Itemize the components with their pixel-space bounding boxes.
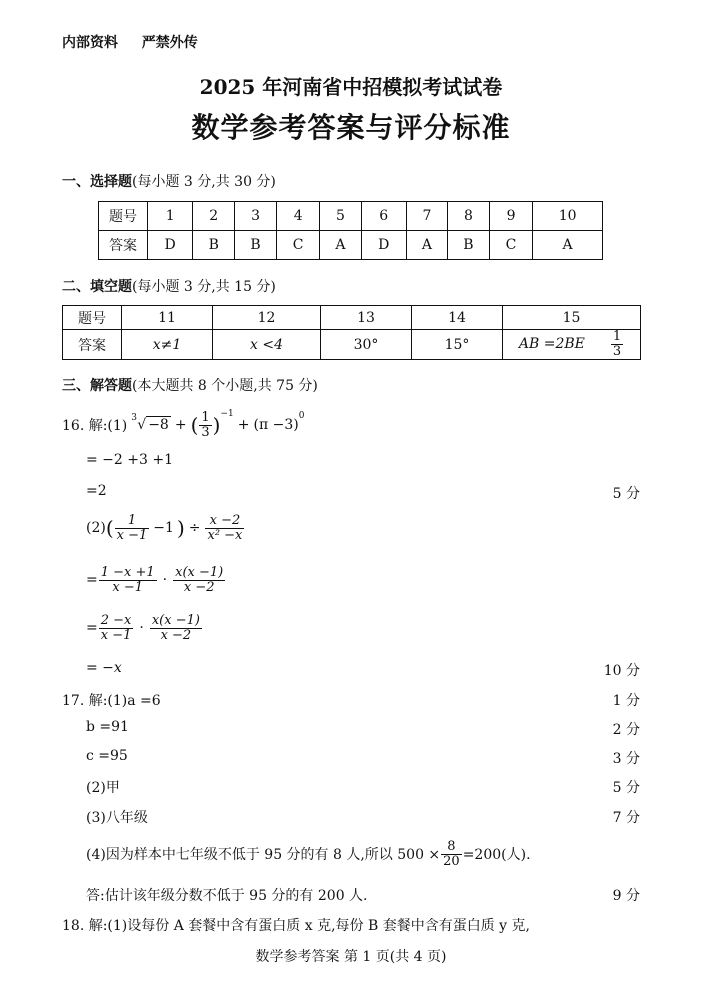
plus-sign: + (237, 417, 250, 433)
score-label: 5 分 (612, 486, 640, 502)
score-label: 10 分 (603, 663, 640, 679)
fraction-denominator: x −1 (116, 527, 148, 543)
choice-answer-table (98, 201, 603, 260)
fraction-denominator: x −1 (100, 627, 132, 643)
fraction-denominator: 3 (201, 424, 210, 440)
fraction-numerator: 8 (441, 840, 462, 855)
section1-title: 一、选择题 (62, 174, 132, 190)
section2-note: (每小题 3 分,共 15 分) (132, 279, 276, 295)
section2-heading (62, 276, 276, 296)
choice-num: 4 (276, 202, 319, 231)
fraction-denominator: x −2 (183, 579, 215, 595)
q16-result: = −x (86, 660, 122, 676)
fraction (150, 614, 202, 642)
choice-row-label-ans: 答案 (99, 231, 148, 260)
page-title: 数学参考答案与评分标准 (191, 111, 511, 144)
choice-answer: B (448, 231, 490, 260)
fraction-numerator: 1 (115, 514, 150, 529)
fraction (99, 566, 157, 594)
equals-sign: = (86, 572, 98, 588)
fraction-numerator: x(x −1) (151, 612, 200, 628)
fill-row-label-num: 题号 (63, 306, 122, 330)
fraction-numerator: x −2 (205, 514, 244, 529)
fill-answer: 30° (321, 330, 412, 360)
choice-answer-row (99, 231, 603, 260)
page-footer: 数学参考答案 第 1 页(共 4 页) (255, 949, 447, 965)
q17-part1: 17. 解:(1)a =6 (62, 693, 161, 709)
radical-sign-icon: √ (137, 417, 147, 433)
radicand: −8 (148, 417, 169, 433)
section1-note: (每小题 3 分,共 30 分) (132, 174, 276, 190)
right-paren: ) (212, 413, 221, 437)
choice-answer: A (533, 231, 603, 260)
score-label: 1 分 (612, 693, 640, 709)
part-label: (2) (86, 520, 106, 536)
q16-step: =2 (86, 483, 107, 499)
choice-answer: B (235, 231, 277, 260)
internal-label: 内部资料 (62, 35, 118, 51)
q17-part2: (2)甲 (86, 780, 120, 796)
exponent-neg1: −1 (220, 409, 234, 419)
fraction-numerator: 2 −x (100, 612, 132, 628)
fill-answer-15-fraction (611, 330, 623, 358)
choice-answer: C (276, 231, 319, 260)
equals-sign: = (86, 620, 98, 636)
fill-num-row (63, 306, 641, 330)
q17-part3: (3)八年级 (86, 810, 148, 826)
choice-num: 5 (320, 202, 361, 231)
fill-num: 15 (503, 306, 641, 330)
left-paren: ( (105, 516, 114, 540)
section3-note: (本大题共 8 个小题,共 75 分) (132, 378, 318, 394)
q17-b: b =91 (86, 719, 129, 735)
choice-answer: D (361, 231, 406, 260)
q17-part4-tail: =200(人). (462, 847, 531, 863)
fraction-denominator: 20 (443, 853, 460, 869)
fill-answer-table (62, 305, 641, 360)
fraction-numerator: 1 (201, 409, 210, 425)
fill-answer-row (63, 330, 641, 360)
left-paren: ( (190, 413, 199, 437)
exam-title: 2025 年河南省中招模拟考试试卷 (199, 75, 503, 99)
right-paren: ) (176, 516, 185, 540)
score-label: 9 分 (612, 888, 640, 904)
fraction-denominator: 3 (612, 344, 622, 359)
choice-answer: A (406, 231, 447, 260)
choice-answer: C (489, 231, 532, 260)
score-label: 7 分 (612, 810, 640, 826)
score-label: 5 分 (612, 780, 640, 796)
q17-answer: 答:估计该年级分数不低于 95 分的有 200 人. (86, 888, 368, 904)
choice-row-label-num: 题号 (99, 202, 148, 231)
q17-part4 (86, 834, 531, 874)
exponent-zero: 0 (298, 411, 305, 421)
pi-term: (π −3) (253, 417, 299, 433)
fraction (441, 840, 462, 868)
fill-num: 12 (213, 306, 321, 330)
header-label (62, 32, 198, 52)
q16-step-fraction (86, 560, 226, 600)
fraction (205, 514, 244, 542)
section1-heading (62, 171, 276, 191)
dot-operator: · (139, 620, 144, 636)
fill-answer: x≠1 (122, 330, 213, 360)
choice-num: 9 (489, 202, 532, 231)
choice-num: 6 (361, 202, 406, 231)
choice-num: 8 (448, 202, 490, 231)
root-index: 3 (131, 413, 137, 423)
fill-answer-15 (503, 330, 641, 360)
fill-answer: 15° (412, 330, 503, 360)
fill-num: 13 (321, 306, 412, 330)
q17-part4-text: (4)因为样本中七年级不低于 95 分的有 8 人,所以 500 × (86, 847, 441, 863)
section3-heading (62, 375, 318, 395)
fill-answer: x <4 (213, 330, 321, 360)
dot-operator: · (162, 572, 168, 588)
q18-part1: 18. 解:(1)设每份 A 套餐中含有蛋白质 x 克,每份 B 套餐中含有蛋白质 y 克, (62, 918, 530, 934)
plus-sign: + (174, 417, 187, 433)
fraction (99, 614, 134, 642)
fraction-one-third (199, 411, 211, 439)
fill-num: 11 (122, 306, 213, 330)
fraction-denominator: x² −x (207, 527, 243, 543)
choice-answer: A (320, 231, 361, 260)
fill-row-label-ans: 答案 (63, 330, 122, 360)
choice-num: 10 (533, 202, 603, 231)
choice-answer: D (148, 231, 193, 260)
q16-label: 16. 解:(1) (62, 418, 128, 434)
cube-root (131, 413, 171, 433)
score-label: 3 分 (612, 751, 640, 767)
choice-num: 2 (193, 202, 235, 231)
choice-num: 3 (235, 202, 277, 231)
divide-sign: ÷ (188, 520, 201, 536)
q16-step: = −2 +3 +1 (86, 452, 173, 468)
score-label: 2 分 (612, 722, 640, 738)
choice-num-row (99, 202, 603, 231)
choice-num: 1 (148, 202, 193, 231)
fraction (173, 566, 225, 594)
fraction (115, 514, 150, 542)
fraction-denominator: x −2 (160, 627, 192, 643)
q16-part1-expression (62, 407, 304, 443)
choice-num: 7 (406, 202, 447, 231)
fill-num: 14 (412, 306, 503, 330)
section3-title: 三、解答题 (62, 378, 132, 394)
fraction-numerator: 1 −x +1 (100, 564, 155, 580)
fraction-numerator: x(x −1) (175, 564, 224, 580)
fill-answer-15-text: AB =2BE (518, 336, 585, 353)
fraction-denominator: x −1 (112, 579, 144, 595)
q17-c: c =95 (86, 748, 128, 764)
choice-answer: B (193, 231, 235, 260)
section2-title: 二、填空题 (62, 279, 132, 295)
q16-step-fraction (86, 608, 203, 648)
restricted-label: 严禁外传 (141, 35, 198, 51)
q16-part2-expression (86, 508, 245, 548)
minus-term: −1 (153, 520, 174, 536)
fraction-numerator: 1 (612, 329, 622, 345)
